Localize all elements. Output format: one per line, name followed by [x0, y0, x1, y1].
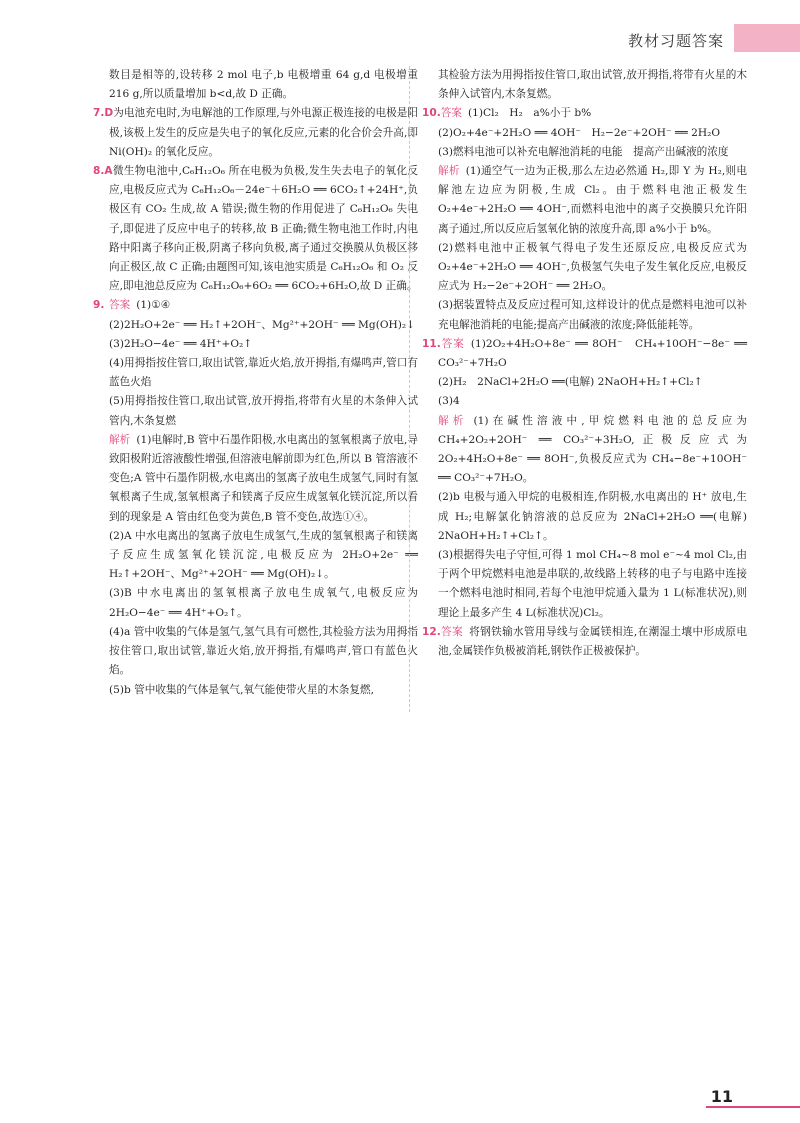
- paragraph-text: (2)b 电极与通入甲烷的电极相连,作阴极,水电离出的 H⁺ 放电,生成 H₂;电解氯化钠溶液的总反应为 2NaCl+2H₂O ══(电解) 2NaOH+H₂↑+Cl₂↑。: [438, 491, 747, 542]
- paragraph-text: (1)Cl₂ H₂ a%小于 b%: [467, 107, 592, 120]
- question-number: 8.A: [93, 165, 113, 178]
- paragraph-text: (1)电解时,B 管中石墨作阳极,水电离出的氢氧根离子放电,导致阳极附近溶液酸性增强,但溶液电解前即为红色,所以 B 管溶液不变色;A 管中石墨作阴极,水电离出的氢离子放电生成氢气,同时有氢氧根离子生成,氢氧根离子和镁离子反应生成氢氧化镁沉淀,所以看到的现象是 A 管由红色变为黄色,B 管不变色,故选①④。: [109, 433, 418, 523]
- paragraph-text: (2)O₂+4e⁻+2H₂O ══ 4OH⁻ H₂−2e⁻+2OH⁻ ══ 2H₂O: [438, 126, 721, 139]
- paragraph-text: (3)燃料电池可以补充电解池消耗的电能 提高产出碱液的浓度: [438, 145, 729, 158]
- answer-paragraph: [422, 488, 747, 546]
- paragraph-text: (3)根据得失电子守恒,可得 1 mol CH₄~8 mol e⁻~4 mol Cl₂,由于两个甲烷燃料电池是串联的,故线路上转移的电子与电路中连接一个燃料电池时相同,若每个电池甲烷通入量为 1 L(标准状况),则理论上最多产生 4 L(标准状况)Cl₂。: [438, 549, 747, 619]
- paragraph-text: (4)a 管中收集的气体是氢气,氢气具有可燃性,其检验方法为用拇指按住管口,取出试管,靠近火焰,放开拇指,有爆鸣声,管口有蓝色火焰。: [109, 625, 418, 677]
- answer-paragraph: [422, 124, 747, 143]
- paragraph-text: (2)H₂ 2NaCl+2H₂O ══(电解) 2NaOH+H₂↑+Cl₂↑: [438, 376, 703, 389]
- analysis-label: 解析: [109, 433, 131, 446]
- question-number: 10.: [422, 107, 441, 120]
- answer-paragraph: [93, 104, 418, 162]
- paragraph-text: (3)据装置特点及反应过程可知,这样设计的优点是燃料电池可以补充电解池消耗的电能;提高产出碱液的浓度;降低能耗等。: [438, 299, 747, 331]
- answer-paragraph: [93, 316, 418, 335]
- answer-label: 答案: [109, 299, 131, 312]
- answer-paragraph: [93, 335, 418, 354]
- left-column: [93, 66, 418, 700]
- paragraph-text: 为电池充电时,为电解池的工作原理,与外电源正极连接的电极是阳极,该极上发生的反应是失电子的氧化反应,元素的化合价会升高,即 Ni(OH)₂ 的氧化反应。: [109, 107, 418, 158]
- paragraph-text: 数目是相等的,设转移 2 mol 电子,b 电极增重 64 g,d 电极增重 216 g,所以质量增加 b<d,故 D 正确。: [109, 69, 418, 101]
- answer-paragraph: [422, 546, 747, 623]
- column-divider: [409, 66, 410, 712]
- answer-paragraph: [422, 296, 747, 334]
- paragraph-text: (5)用拇指按住管口,取出试管,放开拇指,将带有火星的木条伸入试管内,木条复燃: [109, 395, 418, 427]
- paragraph-text: (1)在碱性溶液中,甲烷燃料电池的总反应为 CH₄+2O₂+2OH⁻ ══ CO₃²⁻+3H₂O,正极反应式为 2O₂+4H₂O+8e⁻ ══ 8OH⁻,负极反应式为 CH₄−8e⁻+10OH⁻ ══ CO₃²⁻+7H₂O。: [438, 414, 748, 485]
- question-number: 7.D: [93, 107, 114, 120]
- answer-paragraph: [422, 239, 747, 297]
- paragraph-text: (1)通空气一边为正极,那么左边必然通 H₂,即 Y 为 H₂,则电解池左边应为阴极,生成 Cl₂。由于燃料电池正极发生 O₂+4e⁻+2H₂O ══ 4OH⁻,而燃料电池中的离子交换膜只允许阳离子通过,所以反应后氢氧化钠的浓度升高,即 a%小于 b%。: [438, 165, 748, 235]
- paragraph-text: (3)B 中水电离出的氢氧根离子放电生成氧气,电极反应为 2H₂O−4e⁻ ══ 4H⁺+O₂↑。: [109, 587, 418, 619]
- answer-paragraph: [93, 66, 418, 104]
- question-number: 11.: [422, 337, 441, 350]
- answer-paragraph: [93, 162, 418, 296]
- paragraph-text: (1)①④: [136, 299, 171, 312]
- paragraph-text: (4)用拇指按住管口,取出试管,靠近火焰,放开拇指,有爆鸣声,管口有蓝色火焰: [109, 357, 418, 389]
- paragraph-text: (3)4: [438, 395, 460, 408]
- answer-paragraph: [422, 143, 747, 162]
- analysis-label: 解析: [438, 165, 460, 178]
- answer-paragraph: [93, 623, 418, 681]
- answer-paragraph: [93, 681, 418, 700]
- answer-label: 答案: [440, 337, 465, 350]
- answer-paragraph: [93, 527, 418, 585]
- page-number: 11: [710, 1087, 733, 1106]
- answer-label: 答案: [440, 107, 462, 120]
- paragraph-text: (1)2O₂+4H₂O+8e⁻ ══ 8OH⁻ CH₄+10OH⁻−8e⁻ ══ CO₃²⁻+7H₂O: [438, 337, 748, 370]
- paragraph-text: 其检验方法为用拇指按住管口,取出试管,放开拇指,将带有火星的木条伸入试管内,木条复燃。: [438, 69, 747, 101]
- answer-paragraph: [422, 373, 747, 392]
- paragraph-text: (5)b 管中收集的气体是氧气,氧气能使带火星的木条复燃,: [109, 683, 374, 696]
- footer-line: [706, 1106, 800, 1108]
- paragraph-text: (2)2H₂O+2e⁻ ══ H₂↑+2OH⁻、Mg²⁺+2OH⁻ ══ Mg(OH)₂↓: [109, 318, 416, 331]
- header-tab: [734, 24, 800, 52]
- answer-paragraph: [422, 412, 747, 489]
- right-column: [422, 66, 747, 661]
- answer-paragraph: [422, 66, 747, 104]
- question-number: 12.: [422, 625, 441, 638]
- paragraph-text: (2)A 中水电离出的氢离子放电生成氢气,生成的氢氧根离子和镁离子反应生成氢氧化镁沉淀,电极反应为 2H₂O+2e⁻ ══ H₂↑+2OH⁻、Mg²⁺+2OH⁻ ══ Mg(OH)₂↓。: [109, 529, 418, 581]
- paragraph-text: 微生物电池中,C₆H₁₂O₆ 所在电极为负极,发生失去电子的氧化反应,电极反应式为 C₆H₁₂O₆－24e⁻＋6H₂O ══ 6CO₂↑+24H⁺,负极区有 CO₂ 生成,故 A 错误;微生物的作用促进了 C₆H₁₂O₆ 失电子,即促进了反应中电子的转移,故 B 正确;微生物电池工作时,内电路中阳离子移向正极,阴离子移向负极,离子通过交换膜从负极区移向正极区,故 C 正确;由题图可知,该电池实质是 C₆H₁₂O₆ 和 O₂ 反应,即电池总反应为 C₆H₁₂O₆+6O₂ ══ 6CO₂+6H₂O,故 D 正确。: [109, 165, 418, 293]
- question-number: 9.: [93, 299, 105, 312]
- answer-paragraph: [93, 354, 418, 392]
- answer-paragraph: [93, 392, 418, 430]
- answer-paragraph: [422, 335, 747, 373]
- paragraph-text: (2)燃料电池中正极氧气得电子发生还原反应,电极反应式为 O₂+4e⁻+2H₂O ══ 4OH⁻,负极氢气失电子发生氧化反应,电极反应式为 H₂−2e⁻+2OH⁻ ══ 2H₂O。: [438, 241, 747, 293]
- answer-paragraph: [93, 431, 418, 527]
- answer-paragraph: [93, 584, 418, 622]
- answer-paragraph: [93, 296, 418, 315]
- header-title: 教材习题答案: [627, 32, 724, 50]
- analysis-label: 解析: [438, 414, 468, 427]
- paragraph-text: 将钢铁输水管用导线与金属镁相连,在潮湿土壤中形成原电池,金属镁作负极被消耗,钢铁作正极被保护。: [438, 625, 748, 658]
- answer-paragraph: [422, 623, 747, 661]
- paragraph-text: (3)2H₂O−4e⁻ ══ 4H⁺+O₂↑: [109, 337, 253, 350]
- answer-label: 答案: [440, 625, 464, 638]
- answer-paragraph: [422, 162, 747, 239]
- answer-paragraph: [422, 104, 747, 123]
- answer-paragraph: [422, 392, 747, 411]
